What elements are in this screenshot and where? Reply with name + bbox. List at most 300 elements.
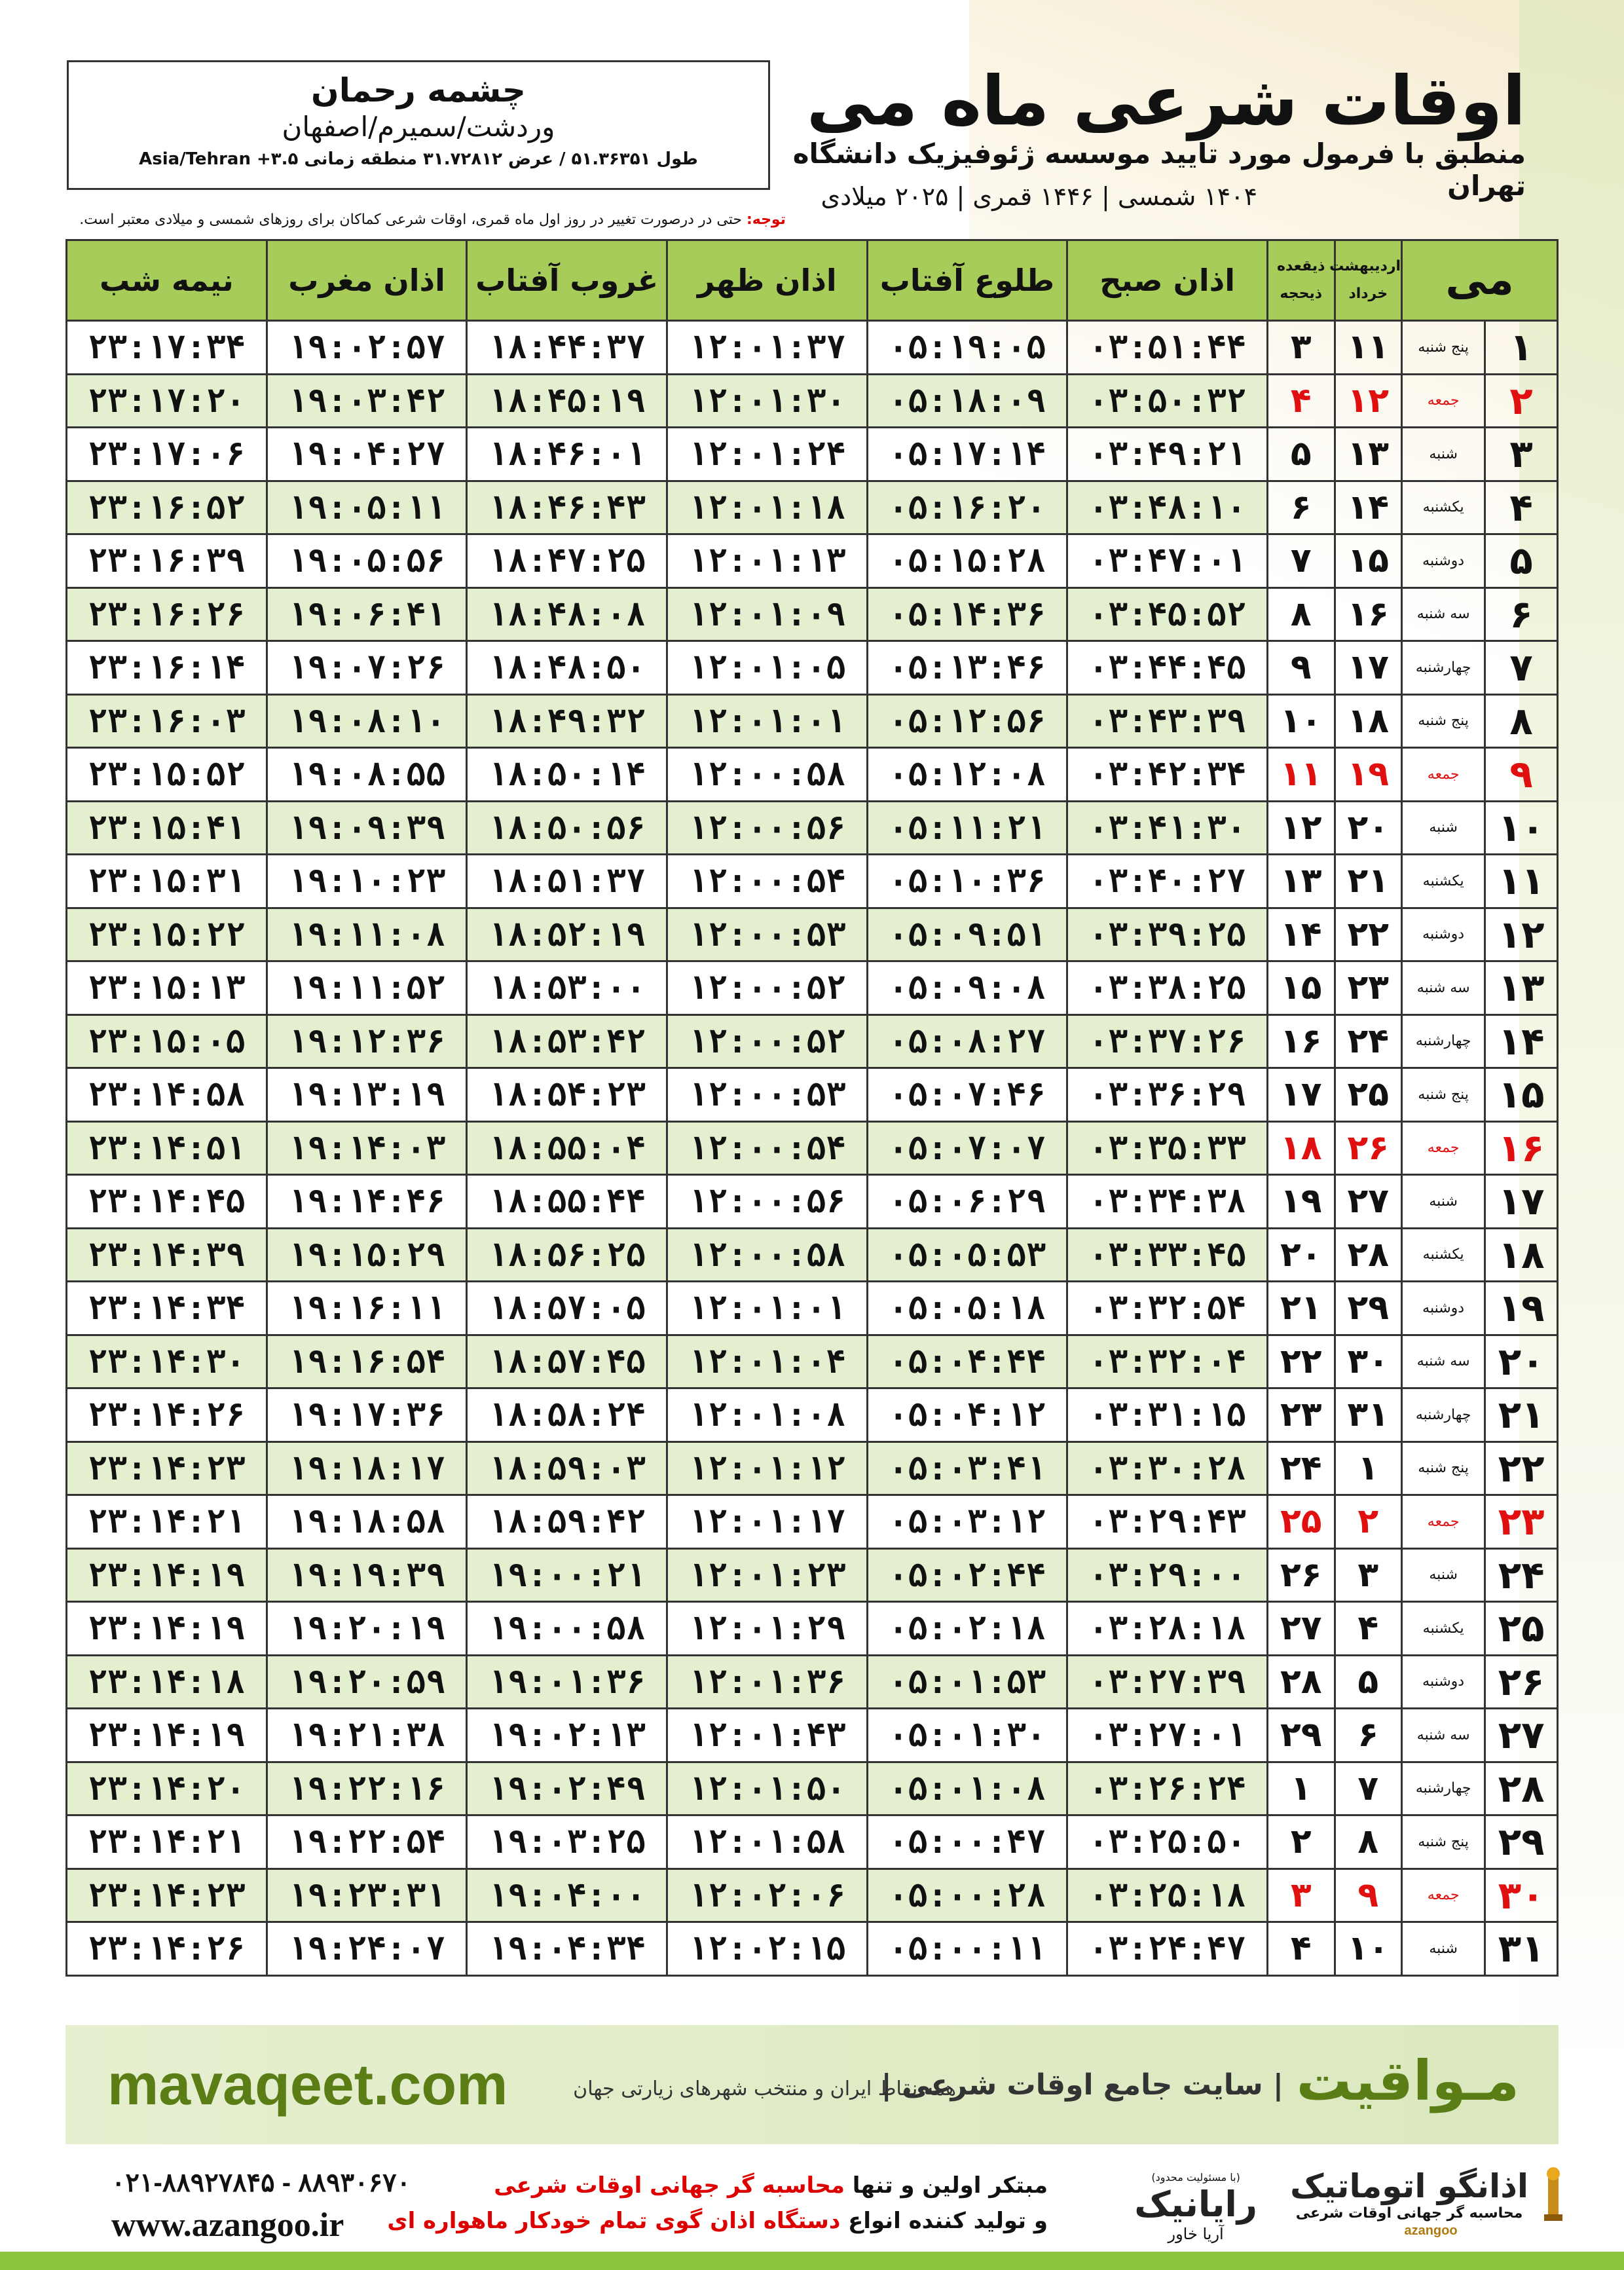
hijri-day: ۲۴ <box>1267 1442 1335 1495</box>
sunrise-time: ۰۵:۰۸:۲۷ <box>867 1014 1067 1068</box>
shamsi-day: ۲۲ <box>1335 908 1402 961</box>
table-row <box>67 1282 1558 1335</box>
hijri-day: ۹ <box>1267 641 1335 695</box>
header-month: می <box>1402 240 1558 321</box>
maghrib-time: ۱۹:۰۶:۴۱ <box>267 587 467 641</box>
midnight-time: ۲۳:۱۴:۵۱ <box>67 1121 267 1175</box>
day-number: ۳۱ <box>1485 1922 1558 1976</box>
day-number: ۲۰ <box>1485 1335 1558 1388</box>
fajr-time: ۰۳:۵۰:۳۲ <box>1067 374 1268 428</box>
weekday: دوشنبه <box>1402 1655 1485 1709</box>
hijri-day: ۱۲ <box>1267 801 1335 855</box>
shamsi-day: ۹ <box>1335 1869 1402 1922</box>
sunrise-time: ۰۵:۱۰:۳۶ <box>867 855 1067 908</box>
midnight-time: ۲۳:۱۶:۵۲ <box>67 481 267 534</box>
midnight-time: ۲۳:۱۴:۴۵ <box>67 1175 267 1229</box>
sunrise-time: ۰۵:۰۹:۰۸ <box>867 961 1067 1015</box>
dhuhr-time: ۱۲:۰۰:۵۳ <box>667 908 868 961</box>
note <box>59 212 786 228</box>
dhuhr-time: ۱۲:۰۰:۵۸ <box>667 748 868 802</box>
shamsi-day: ۲۱ <box>1335 855 1402 908</box>
azangoo-text <box>1290 2167 1528 2222</box>
hijri-day: ۱۹ <box>1267 1175 1335 1229</box>
hijri-day: ۲۵ <box>1267 1495 1335 1549</box>
hijri-day: ۷ <box>1267 534 1335 588</box>
sunset-time: ۱۸:۵۹:۰۳ <box>467 1442 667 1495</box>
maghrib-time: ۱۹:۲۴:۰۷ <box>267 1922 467 1976</box>
header-hijri-top: ذیقعده <box>1276 258 1325 275</box>
table-row <box>67 1068 1558 1122</box>
header-hijri <box>1267 240 1335 321</box>
fajr-time: ۰۳:۳۲:۰۴ <box>1067 1335 1268 1388</box>
table-row <box>67 534 1558 588</box>
sunset-time: ۱۸:۴۹:۳۲ <box>467 694 667 748</box>
dhuhr-time: ۱۲:۰۱:۴۳ <box>667 1709 868 1762</box>
sunset-time: ۱۸:۵۴:۲۳ <box>467 1068 667 1122</box>
shamsi-day: ۱۶ <box>1335 587 1402 641</box>
header-shamsi <box>1329 240 1402 321</box>
hijri-day: ۱۰ <box>1267 694 1335 748</box>
hijri-day: ۳ <box>1267 1869 1335 1922</box>
midnight-time: ۲۳:۱۵:۳۱ <box>67 855 267 908</box>
table-header-row <box>67 240 1558 321</box>
day-number: ۶ <box>1485 587 1558 641</box>
footer-line-2-a: و تولید کننده انواع <box>840 2208 1048 2235</box>
table-row <box>67 1709 1558 1762</box>
footer-line-2-b: دستگاه اذان گوی تمام خودکار ماهواره ای <box>387 2208 841 2235</box>
sunset-time: ۱۸:۵۸:۲۴ <box>467 1388 667 1442</box>
weekday: یکشنبه <box>1402 855 1485 908</box>
day-number: ۱۷ <box>1485 1175 1558 1229</box>
azangoo-name: اذانگو اتوماتیک <box>1290 2167 1528 2205</box>
dhuhr-time: ۱۲:۰۰:۵۳ <box>667 1068 868 1122</box>
sunset-time: ۱۸:۴۵:۱۹ <box>467 374 667 428</box>
sunrise-time: ۰۵:۰۷:۴۶ <box>867 1068 1067 1122</box>
shamsi-day: ۸ <box>1335 1815 1402 1869</box>
midnight-time: ۲۳:۱۶:۰۳ <box>67 694 267 748</box>
shamsi-day: ۱۴ <box>1335 481 1402 534</box>
sunrise-time: ۰۵:۱۹:۰۵ <box>867 321 1067 375</box>
day-number: ۲۳ <box>1485 1495 1558 1549</box>
dhuhr-time: ۱۲:۰۱:۰۱ <box>667 694 868 748</box>
table-row <box>67 1602 1558 1656</box>
shamsi-day: ۷ <box>1335 1762 1402 1815</box>
midnight-time: ۲۳:۱۵:۴۱ <box>67 801 267 855</box>
midnight-time: ۲۳:۱۵:۲۲ <box>67 908 267 961</box>
day-number: ۲۱ <box>1485 1388 1558 1442</box>
fajr-time: ۰۳:۲۷:۳۹ <box>1067 1655 1268 1709</box>
day-number: ۱۰ <box>1485 801 1558 855</box>
fajr-time: ۰۳:۲۵:۵۰ <box>1067 1815 1268 1869</box>
day-number: ۸ <box>1485 694 1558 748</box>
midnight-time: ۲۳:۱۵:۵۲ <box>67 748 267 802</box>
shamsi-day: ۵ <box>1335 1655 1402 1709</box>
mavaqeet-logo: مـواقیت <box>1296 2049 1519 2113</box>
table-row <box>67 1762 1558 1815</box>
shamsi-day: ۳ <box>1335 1548 1402 1602</box>
dhuhr-time: ۱۲:۰۰:۵۸ <box>667 1228 868 1282</box>
maghrib-time: ۱۹:۰۸:۵۵ <box>267 748 467 802</box>
day-number: ۷ <box>1485 641 1558 695</box>
hijri-day: ۱۴ <box>1267 908 1335 961</box>
table-row <box>67 1014 1558 1068</box>
dhuhr-time: ۱۲:۰۰:۵۲ <box>667 961 868 1015</box>
day-number: ۲۶ <box>1485 1655 1558 1709</box>
sunset-time: ۱۸:۵۲:۱۹ <box>467 908 667 961</box>
header-shamsi-top: اردیبهشت <box>1329 258 1401 275</box>
sunrise-time: ۰۵:۱۱:۲۱ <box>867 801 1067 855</box>
azangoo-url[interactable]: www.azangoo.ir <box>111 2206 344 2244</box>
page-title: اوقات شرعی ماه می <box>806 61 1526 141</box>
weekday: یکشنبه <box>1402 1228 1485 1282</box>
midnight-time: ۲۳:۱۶:۲۶ <box>67 587 267 641</box>
header-fajr: اذان صبح <box>1067 240 1268 321</box>
hijri-day: ۲۱ <box>1267 1282 1335 1335</box>
sunset-time: ۱۸:۴۸:۰۸ <box>467 587 667 641</box>
hijri-day: ۶ <box>1267 481 1335 534</box>
dhuhr-time: ۱۲:۰۱:۰۸ <box>667 1388 868 1442</box>
fajr-time: ۰۳:۵۱:۴۴ <box>1067 321 1268 375</box>
sunrise-time: ۰۵:۰۲:۴۴ <box>867 1548 1067 1602</box>
fajr-time: ۰۳:۳۳:۴۵ <box>1067 1228 1268 1282</box>
shamsi-day: ۱ <box>1335 1442 1402 1495</box>
sunset-time: ۱۹:۰۴:۳۴ <box>467 1922 667 1976</box>
bottom-bar <box>0 2252 1624 2270</box>
midnight-time: ۲۳:۱۴:۱۹ <box>67 1602 267 1656</box>
shamsi-day: ۱۵ <box>1335 534 1402 588</box>
maghrib-time: ۱۹:۰۵:۵۶ <box>267 534 467 588</box>
dhuhr-time: ۱۲:۰۲:۱۵ <box>667 1922 868 1976</box>
sunrise-time: ۰۵:۰۶:۲۹ <box>867 1175 1067 1229</box>
midnight-time: ۲۳:۱۴:۲۱ <box>67 1495 267 1549</box>
dhuhr-time: ۱۲:۰۱:۳۶ <box>667 1655 868 1709</box>
fajr-time: ۰۳:۳۷:۲۶ <box>1067 1014 1268 1068</box>
weekday: پنج شنبه <box>1402 1815 1485 1869</box>
maghrib-time: ۱۹:۰۷:۲۶ <box>267 641 467 695</box>
minaret-icon <box>1535 2165 1572 2223</box>
midnight-time: ۲۳:۱۶:۱۴ <box>67 641 267 695</box>
dhuhr-time: ۱۲:۰۱:۲۹ <box>667 1602 868 1656</box>
shamsi-day: ۱۰ <box>1335 1922 1402 1976</box>
hijri-day: ۱۸ <box>1267 1121 1335 1175</box>
hijri-day: ۲ <box>1267 1815 1335 1869</box>
midnight-time: ۲۳:۱۶:۳۹ <box>67 534 267 588</box>
fajr-time: ۰۳:۳۲:۵۴ <box>1067 1282 1268 1335</box>
table-row <box>67 1175 1558 1229</box>
sunrise-time: ۰۵:۱۸:۰۹ <box>867 374 1067 428</box>
location-region: وردشت/سمیرم/اصفهان <box>282 111 555 143</box>
fajr-time: ۰۳:۲۸:۱۸ <box>1067 1602 1268 1656</box>
mavaqeet-sub: همه نقاط ایران و منتخب شهرهای زیارتی جهان <box>573 2077 956 2100</box>
maghrib-time: ۱۹:۱۰:۲۳ <box>267 855 467 908</box>
fajr-time: ۰۳:۲۵:۱۸ <box>1067 1869 1268 1922</box>
footer-line-1 <box>387 2168 1048 2203</box>
midnight-time: ۲۳:۱۵:۱۳ <box>67 961 267 1015</box>
day-number: ۱۳ <box>1485 961 1558 1015</box>
day-number: ۲ <box>1485 374 1558 428</box>
fajr-time: ۰۳:۴۷:۰۱ <box>1067 534 1268 588</box>
sunset-time: ۱۹:۰۲:۴۹ <box>467 1762 667 1815</box>
day-number: ۳ <box>1485 428 1558 481</box>
day-number: ۱ <box>1485 321 1558 375</box>
shamsi-day: ۱۹ <box>1335 748 1402 802</box>
weekday: جمعه <box>1402 1869 1485 1922</box>
weekday: سه شنبه <box>1402 1709 1485 1762</box>
maghrib-time: ۱۹:۱۴:۴۶ <box>267 1175 467 1229</box>
fajr-time: ۰۳:۲۷:۰۱ <box>1067 1709 1268 1762</box>
dhuhr-time: ۱۲:۰۱:۰۹ <box>667 587 868 641</box>
sunrise-time: ۰۵:۱۴:۳۶ <box>867 587 1067 641</box>
weekday: دوشنبه <box>1402 1282 1485 1335</box>
dhuhr-time: ۱۲:۰۱:۱۷ <box>667 1495 868 1549</box>
dhuhr-time: ۱۲:۰۰:۵۶ <box>667 801 868 855</box>
shamsi-day: ۲۸ <box>1335 1228 1402 1282</box>
shamsi-day: ۲ <box>1335 1495 1402 1549</box>
maghrib-time: ۱۹:۱۶:۱۱ <box>267 1282 467 1335</box>
day-number: ۲۴ <box>1485 1548 1558 1602</box>
prayer-times-table <box>65 239 1559 1977</box>
fajr-time: ۰۳:۴۳:۳۹ <box>1067 694 1268 748</box>
weekday: شنبه <box>1402 428 1485 481</box>
midnight-time: ۲۳:۱۴:۲۶ <box>67 1922 267 1976</box>
sunset-time: ۱۸:۴۸:۵۰ <box>467 641 667 695</box>
header-sunset: غروب آفتاب <box>467 240 667 321</box>
sunrise-time: ۰۵:۱۶:۲۰ <box>867 481 1067 534</box>
dhuhr-time: ۱۲:۰۱:۰۱ <box>667 1282 868 1335</box>
mavaqeet-banner <box>65 2025 1559 2144</box>
shamsi-day: ۱۷ <box>1335 641 1402 695</box>
weekday: جمعه <box>1402 1495 1485 1549</box>
day-number: ۳۰ <box>1485 1869 1558 1922</box>
rayanik-mini: (با مسئولیت محدود) <box>1151 2171 1240 2184</box>
dhuhr-time: ۱۲:۰۱:۰۵ <box>667 641 868 695</box>
midnight-time: ۲۳:۱۴:۲۳ <box>67 1869 267 1922</box>
fajr-time: ۰۳:۳۵:۳۳ <box>1067 1121 1268 1175</box>
table-row <box>67 374 1558 428</box>
azangoo-logo-row <box>1290 2165 1572 2223</box>
table-row <box>67 1388 1558 1442</box>
weekday: سه شنبه <box>1402 961 1485 1015</box>
day-number: ۹ <box>1485 748 1558 802</box>
sunset-time: ۱۸:۵۰:۵۶ <box>467 801 667 855</box>
sunset-time: ۱۸:۵۰:۱۴ <box>467 748 667 802</box>
note-label: توجه: <box>746 212 786 228</box>
maghrib-time: ۱۹:۱۶:۵۴ <box>267 1335 467 1388</box>
location-box <box>67 60 770 190</box>
table-row <box>67 587 1558 641</box>
maghrib-time: ۱۹:۱۳:۱۹ <box>267 1068 467 1122</box>
sunset-time: ۱۸:۵۹:۴۲ <box>467 1495 667 1549</box>
table-row <box>67 1121 1558 1175</box>
table-row <box>67 321 1558 375</box>
dhuhr-time: ۱۲:۰۰:۵۲ <box>667 1014 868 1068</box>
midnight-time: ۲۳:۱۴:۲۱ <box>67 1815 267 1869</box>
midnight-time: ۲۳:۱۷:۲۰ <box>67 374 267 428</box>
table-row <box>67 1442 1558 1495</box>
sunset-time: ۱۸:۵۳:۰۰ <box>467 961 667 1015</box>
fajr-time: ۰۳:۲۴:۴۷ <box>1067 1922 1268 1976</box>
midnight-time: ۲۳:۱۴:۱۸ <box>67 1655 267 1709</box>
shamsi-day: ۱۱ <box>1335 321 1402 375</box>
fajr-time: ۰۳:۴۹:۲۱ <box>1067 428 1268 481</box>
sunrise-time: ۰۵:۱۲:۵۶ <box>867 694 1067 748</box>
sunset-time: ۱۹:۰۰:۵۸ <box>467 1602 667 1656</box>
sunset-time: ۱۸:۵۷:۰۵ <box>467 1282 667 1335</box>
header-sunrise: طلوع آفتاب <box>867 240 1067 321</box>
dhuhr-time: ۱۲:۰۱:۱۸ <box>667 481 868 534</box>
sunset-time: ۱۹:۰۰:۲۱ <box>467 1548 667 1602</box>
fajr-time: ۰۳:۲۶:۲۴ <box>1067 1762 1268 1815</box>
dhuhr-time: ۱۲:۰۱:۲۴ <box>667 428 868 481</box>
dhuhr-time: ۱۲:۰۱:۳۰ <box>667 374 868 428</box>
maghrib-time: ۱۹:۲۰:۵۹ <box>267 1655 467 1709</box>
weekday: شنبه <box>1402 1548 1485 1602</box>
hijri-day: ۲۲ <box>1267 1335 1335 1388</box>
shamsi-day: ۲۳ <box>1335 961 1402 1015</box>
sunset-time: ۱۹:۰۴:۰۰ <box>467 1869 667 1922</box>
maghrib-time: ۱۹:۱۸:۱۷ <box>267 1442 467 1495</box>
maghrib-time: ۱۹:۰۲:۵۷ <box>267 321 467 375</box>
table-row <box>67 1922 1558 1976</box>
rayanik-logo <box>1134 2171 1257 2243</box>
hijri-day: ۲۷ <box>1267 1602 1335 1656</box>
maghrib-time: ۱۹:۰۸:۱۰ <box>267 694 467 748</box>
table-row <box>67 801 1558 855</box>
weekday: جمعه <box>1402 748 1485 802</box>
maghrib-time: ۱۹:۱۸:۵۸ <box>267 1495 467 1549</box>
dhuhr-time: ۱۲:۰۰:۵۶ <box>667 1175 868 1229</box>
midnight-time: ۲۳:۱۷:۰۶ <box>67 428 267 481</box>
weekday: پنج شنبه <box>1402 694 1485 748</box>
shamsi-day: ۲۶ <box>1335 1121 1402 1175</box>
sunrise-time: ۰۵:۰۰:۱۱ <box>867 1922 1067 1976</box>
midnight-time: ۲۳:۱۴:۳۹ <box>67 1228 267 1282</box>
sunrise-time: ۰۵:۰۱:۰۸ <box>867 1762 1067 1815</box>
day-number: ۱۵ <box>1485 1068 1558 1122</box>
sunset-time: ۱۸:۴۴:۳۷ <box>467 321 667 375</box>
maghrib-time: ۱۹:۲۰:۱۹ <box>267 1602 467 1656</box>
sunrise-time: ۰۵:۱۷:۱۴ <box>867 428 1067 481</box>
shamsi-day: ۳۱ <box>1335 1388 1402 1442</box>
fajr-time: ۰۳:۳۸:۲۵ <box>1067 961 1268 1015</box>
weekday: جمعه <box>1402 1121 1485 1175</box>
header-midnight: نیمه شب <box>67 240 267 321</box>
table-row <box>67 1869 1558 1922</box>
shamsi-day: ۲۷ <box>1335 1175 1402 1229</box>
maghrib-time: ۱۹:۱۷:۳۶ <box>267 1388 467 1442</box>
maghrib-time: ۱۹:۱۹:۳۹ <box>267 1548 467 1602</box>
sunrise-time: ۰۵:۰۵:۱۸ <box>867 1282 1067 1335</box>
fajr-time: ۰۳:۴۵:۵۲ <box>1067 587 1268 641</box>
midnight-time: ۲۳:۱۵:۰۵ <box>67 1014 267 1068</box>
table-row <box>67 1548 1558 1602</box>
fajr-time: ۰۳:۳۹:۲۵ <box>1067 908 1268 961</box>
sunset-time: ۱۸:۴۶:۴۳ <box>467 481 667 534</box>
maghrib-time: ۱۹:۰۵:۱۱ <box>267 481 467 534</box>
maghrib-time: ۱۹:۰۹:۳۹ <box>267 801 467 855</box>
calendar-years: ۱۴۰۴ شمسی | ۱۴۴۶ قمری | ۲۰۲۵ میلادی <box>821 182 1257 211</box>
sunrise-time: ۰۵:۰۰:۴۷ <box>867 1815 1067 1869</box>
weekday: یکشنبه <box>1402 481 1485 534</box>
page-subtitle: منطبق با فرمول مورد تایید موسسه ژئوفیزیک دانشگاه تهران <box>792 138 1526 202</box>
fajr-time: ۰۳:۲۹:۰۰ <box>1067 1548 1268 1602</box>
weekday: شنبه <box>1402 1922 1485 1976</box>
hijri-day: ۱۵ <box>1267 961 1335 1015</box>
hijri-day: ۳ <box>1267 321 1335 375</box>
midnight-time: ۲۳:۱۴:۵۸ <box>67 1068 267 1122</box>
table-row <box>67 961 1558 1015</box>
azangoo-sub: محاسبه گر جهانی اوقات شرعی <box>1295 2205 1523 2222</box>
hijri-day: ۲۸ <box>1267 1655 1335 1709</box>
sunrise-time: ۰۵:۰۹:۵۱ <box>867 908 1067 961</box>
weekday: چهارشنبه <box>1402 1762 1485 1815</box>
table-row <box>67 1335 1558 1388</box>
maghrib-time: ۱۹:۱۵:۲۹ <box>267 1228 467 1282</box>
mavaqeet-url[interactable]: mavaqeet.com <box>107 2052 508 2117</box>
hijri-day: ۵ <box>1267 428 1335 481</box>
header-dhuhr: اذان ظهر <box>667 240 868 321</box>
sunset-time: ۱۸:۴۷:۲۵ <box>467 534 667 588</box>
fajr-time: ۰۳:۳۶:۲۹ <box>1067 1068 1268 1122</box>
location-coords: طول ۵۱.۳۶۳۵۱ / عرض ۳۱.۷۲۸۱۲ منطقه زمانی Asia/Tehran +۳.۵ <box>139 149 698 169</box>
weekday: شنبه <box>1402 1175 1485 1229</box>
weekday: دوشنبه <box>1402 534 1485 588</box>
table-row <box>67 908 1558 961</box>
sunrise-time: ۰۵:۰۱:۳۰ <box>867 1709 1067 1762</box>
weekday: چهارشنبه <box>1402 1388 1485 1442</box>
footer-description <box>387 2168 1048 2239</box>
table-row <box>67 694 1558 748</box>
sunset-time: ۱۸:۵۳:۴۲ <box>467 1014 667 1068</box>
weekday: چهارشنبه <box>1402 1014 1485 1068</box>
hijri-day: ۲۶ <box>1267 1548 1335 1602</box>
table-body <box>67 321 1558 1976</box>
hijri-day: ۲۰ <box>1267 1228 1335 1282</box>
table-row <box>67 1495 1558 1549</box>
azangoo-logo <box>1290 2165 1572 2239</box>
hijri-day: ۱۳ <box>1267 855 1335 908</box>
maghrib-time: ۱۹:۲۲:۵۴ <box>267 1815 467 1869</box>
note-text: حتی در درصورت تغییر در روز اول ماه قمری، اوقات شرعی کماکان برای روزهای شمسی و میلادی معتبر است. <box>79 212 742 228</box>
table-row <box>67 748 1558 802</box>
weekday: پنج شنبه <box>1402 1442 1485 1495</box>
sunrise-time: ۰۵:۰۵:۵۳ <box>867 1228 1067 1282</box>
sunrise-time: ۰۵:۰۲:۱۸ <box>867 1602 1067 1656</box>
fajr-time: ۰۳:۳۴:۳۸ <box>1067 1175 1268 1229</box>
fajr-time: ۰۳:۲۹:۴۳ <box>1067 1495 1268 1549</box>
maghrib-time: ۱۹:۱۲:۳۶ <box>267 1014 467 1068</box>
maghrib-time: ۱۹:۱۱:۵۲ <box>267 961 467 1015</box>
fajr-time: ۰۳:۴۴:۴۵ <box>1067 641 1268 695</box>
shamsi-day: ۱۳ <box>1335 428 1402 481</box>
weekday: سه شنبه <box>1402 1335 1485 1388</box>
midnight-time: ۲۳:۱۴:۲۰ <box>67 1762 267 1815</box>
dhuhr-time: ۱۲:۰۱:۵۸ <box>667 1815 868 1869</box>
weekday: دوشنبه <box>1402 908 1485 961</box>
shamsi-day: ۳۰ <box>1335 1335 1402 1388</box>
sunrise-time: ۰۵:۱۵:۲۸ <box>867 534 1067 588</box>
hijri-day: ۱۶ <box>1267 1014 1335 1068</box>
weekday: پنج شنبه <box>1402 1068 1485 1122</box>
sunset-time: ۱۸:۵۵:۴۴ <box>467 1175 667 1229</box>
maghrib-time: ۱۹:۲۱:۳۸ <box>267 1709 467 1762</box>
midnight-time: ۲۳:۱۷:۳۴ <box>67 321 267 375</box>
fajr-time: ۰۳:۳۰:۲۸ <box>1067 1442 1268 1495</box>
sunset-time: ۱۸:۵۷:۴۵ <box>467 1335 667 1388</box>
hijri-day: ۲۳ <box>1267 1388 1335 1442</box>
dhuhr-time: ۱۲:۰۰:۵۴ <box>667 1121 868 1175</box>
sunset-time: ۱۹:۰۱:۳۶ <box>467 1655 667 1709</box>
